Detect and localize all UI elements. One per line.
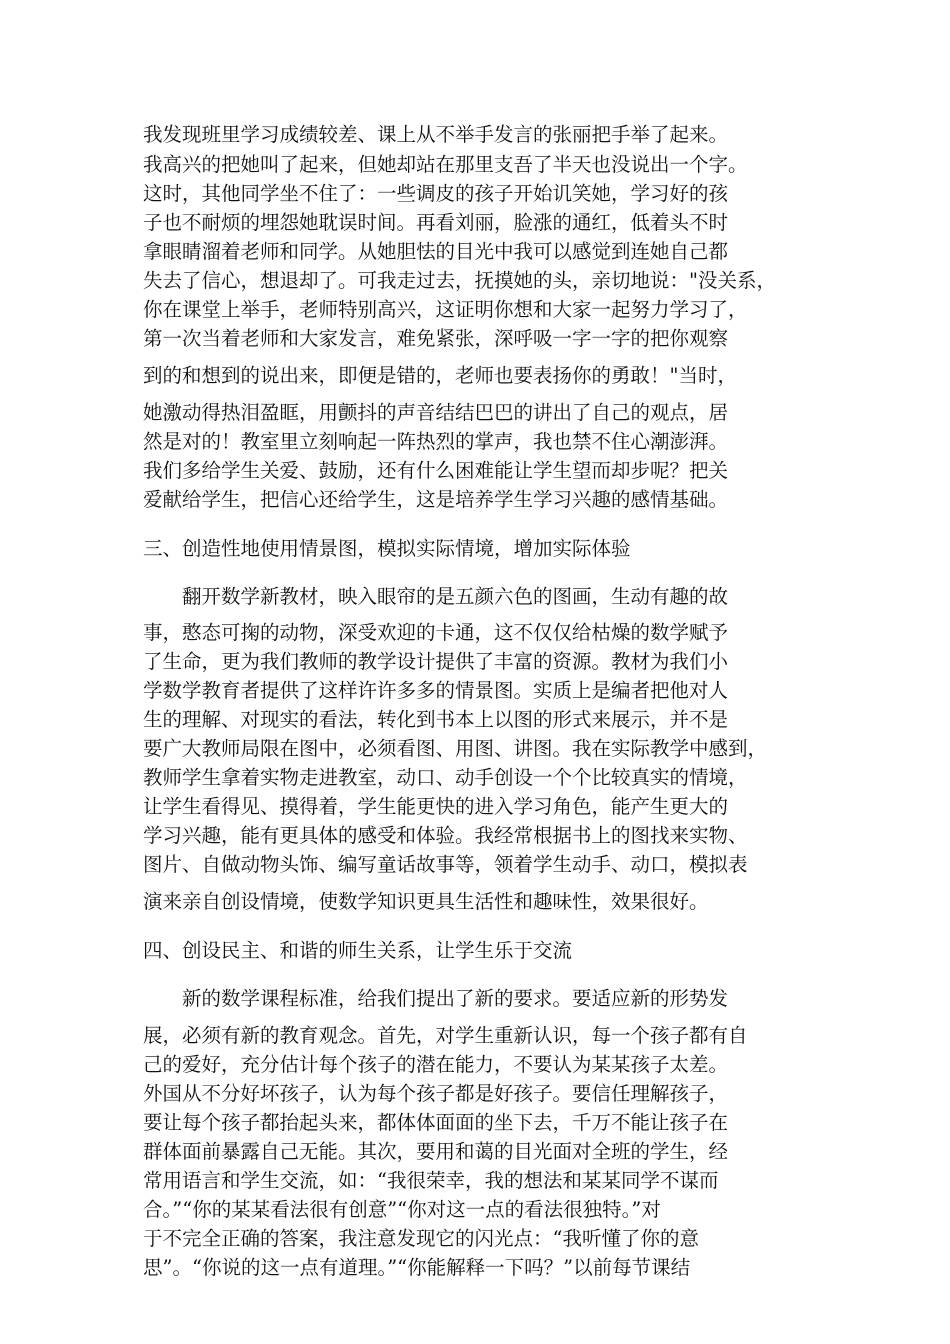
section-heading: 四、创设民主、和谐的师生关系，让学生乐于交流 [143, 939, 573, 962]
text-line: 生的理解、对现实的看法，转化到书本上以图的形式来展示，并不是 [143, 708, 729, 731]
text-line: 学习兴趣，能有更具体的感受和体验。我经常根据书上的图找来实物、 [143, 824, 748, 847]
text-line: 图片、自做动物头饰、编写童话故事等，领着学生动手、动口，模拟表 [143, 853, 748, 876]
text-line: 你在课堂上举手，老师特别高兴，这证明你想和大家一起努力学习了， [143, 298, 748, 321]
text-line: 学数学教育者提供了这样许许多多的情景图。实质上是编者把他对人 [143, 679, 729, 702]
text-line: 己的爱好，充分估计每个孩子的潜在能力，不要认为某某孩子太差。 [143, 1053, 729, 1076]
text-line: 我高兴的把她叫了起来，但她却站在那里支吾了半天也没说出一个字。 [143, 153, 748, 176]
text-line: 第一次当着老师和大家发言，难免紧张，深呼吸一字一字的把你观察 [143, 327, 729, 350]
paragraph-first-line: 翻开数学新教材，映入眼帘的是五颜六色的图画，生动有趣的故 [182, 585, 729, 608]
section-heading: 三、创造性地使用情景图，模拟实际情境，增加实际体验 [143, 537, 631, 560]
text-line: 这时，其他同学坐不住了：一些调皮的孩子开始讥笑她，学习好的孩 [143, 182, 729, 205]
text-line: 让学生看得见、摸得着，学生能更快的进入学习角色，能产生更大的 [143, 795, 729, 818]
text-line: 外国从不分好坏孩子，认为每个孩子都是好孩子。要信任理解孩子， [143, 1082, 729, 1105]
text-line: 然是对的！教室里立刻响起一阵热烈的掌声，我也禁不住心潮澎湃。 [143, 430, 729, 453]
text-line: 演来亲自创设情境，使数学知识更具生活性和趣味性，效果很好。 [143, 890, 709, 913]
text-line: 我发现班里学习成绩较差、课上从不举手发言的张丽把手举了起来。 [143, 123, 729, 146]
text-line: 子也不耐烦的埋怨她耽误时间。再看刘丽，脸涨的通红，低着头不时 [143, 211, 729, 234]
text-line: 常用语言和学生交流，如：“我很荣幸，我的想法和某某同学不谋而 [143, 1169, 719, 1192]
text-line: 事，憨态可掬的动物，深受欢迎的卡通，这不仅仅给枯燥的数学赋予 [143, 621, 729, 644]
text-line: 失去了信心，想退却了。可我走过去，抚摸她的头，亲切地说："没关系， [143, 269, 776, 292]
text-line: 思”。“你说的这一点有道理。”“你能解释一下吗？”以前每节课结 [143, 1256, 691, 1279]
text-line: 她激动得热泪盈眶，用颤抖的声音结结巴巴的讲出了自己的观点，居 [143, 401, 729, 424]
text-line: 群体面前暴露自己无能。其次，要用和蔼的目光面对全班的学生，经 [143, 1140, 729, 1163]
text-line: 到的和想到的说出来，即便是错的，老师也要表扬你的勇敢！"当时， [143, 364, 737, 387]
text-line: 要让每个孩子都抬起头来，都体体面面的坐下去，千万不能让孩子在 [143, 1111, 729, 1134]
text-line: 合。”“你的某某看法很有创意”“你对这一点的看法很独特。”对 [143, 1198, 661, 1221]
text-line: 了生命，更为我们教师的教学设计提供了丰富的资源。教材为我们小 [143, 650, 729, 673]
text-line: 要广大教师局限在图中，必须看图、用图、讲图。我在实际教学中感到， [143, 737, 768, 760]
text-line: 我们多给学生关爱、鼓励，还有什么困难能让学生望而却步呢？把关 [143, 459, 729, 482]
paragraph-first-line: 新的数学课程标准，给我们提出了新的要求。要适应新的形势发 [182, 987, 729, 1010]
text-line: 拿眼睛溜着老师和同学。从她胆怯的目光中我可以感觉到连她自己都 [143, 240, 729, 263]
text-line: 爱献给学生，把信心还给学生，这是培养学生学习兴趣的感情基础。 [143, 488, 729, 511]
text-line: 教师学生拿着实物走进教室，动口、动手创设一个个比较真实的情境， [143, 766, 748, 789]
text-line: 展，必须有新的教育观念。首先，对学生重新认识，每一个孩子都有自 [143, 1024, 748, 1047]
text-line: 于不完全正确的答案，我注意发现它的闪光点：“我听懂了你的意 [143, 1227, 699, 1250]
